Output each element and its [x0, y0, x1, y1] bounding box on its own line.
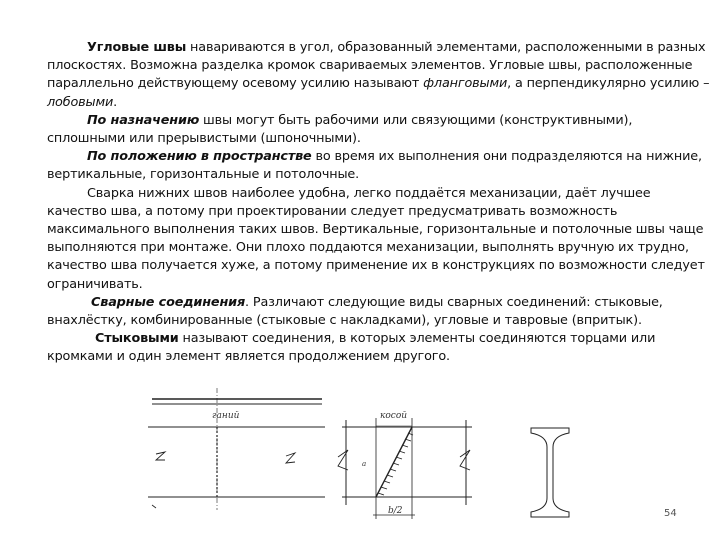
paragraph-by-purpose: По назначению швы могут быть рабочими или связующими (конструктивными), сплошными или прерывистыми (шпоночными).: [47, 112, 633, 147]
paragraph-butt-joints: Стыковыми называют соединения, в которых элементы соединяются торцами или кромками и один элемент является продолжением другого.: [47, 331, 656, 365]
term-by-purpose: По назначению: [87, 112, 200, 128]
fig2-side-label: а: [362, 460, 367, 468]
term-by-position: По положению в пространстве: [87, 149, 312, 165]
term-butt-joints: Стыковыми: [95, 331, 179, 347]
paragraph-downhand-welding: Сварка нижних швов наиболее удобна, легко поддаётся механизации, даёт лучшее качество шва, а потому при проектировании следует предусматривать возможность максимального выполнения таких швов. Вертикальные, горизонтальные и потолочные швы чаще выполняются при монтаже. Они плохо поддаются механизации, выполнять вручную их трудно, качество шва получается хуже, а потому применение их в конструкциях по возможности следует ограничивать.: [47, 185, 705, 292]
term-flank: фланговыми: [423, 76, 508, 92]
paragraph-by-position: По положению в пространстве во время их выполнения они подразделяются на нижние, вертикальные, горизонтальные и потолочные.: [47, 149, 702, 183]
i-beam-section-figure: [531, 428, 569, 517]
straight-butt-joint-figure: [148, 388, 325, 510]
term-frontal: – лобовыми: [47, 76, 710, 110]
paragraph-fillet-welds: Угловые швы навариваются в угол, образованный элементами, расположенными в разных плоскостях. Возможна разделка кромок свариваемых элементов. Угловые швы, расположенные параллельно действующему осевому усилию называют фланговыми, а перпендикулярно усилию – лобовыми.: [47, 40, 710, 110]
page-number: 54: [664, 508, 677, 519]
term-welded-joints: Сварные соединения: [91, 294, 246, 310]
paragraph-welded-joints: Сварные соединения. Различают следующие виды сварных соединений: стыковые, внахлёстку, комбинированные (стыковые с накладками), угловые и тавровые (впритык).: [47, 294, 663, 329]
term-fillet-welds: Угловые швы: [87, 40, 187, 55]
oblique-butt-joint-figure: [338, 418, 472, 519]
fig1-label: ганий: [212, 411, 240, 421]
fig2-label: косой: [380, 411, 408, 421]
fig2-dim-label: b/2: [388, 506, 403, 516]
